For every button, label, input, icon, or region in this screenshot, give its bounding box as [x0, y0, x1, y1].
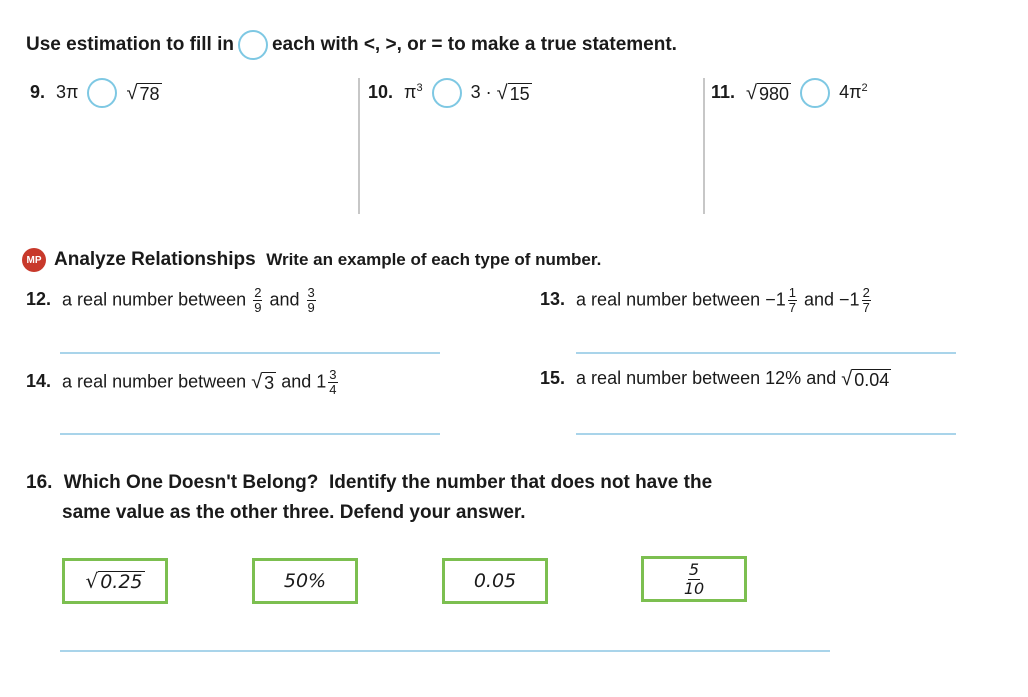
answer-line-15[interactable]	[576, 433, 956, 435]
fraction: $\frac{3}{9}$	[307, 285, 315, 315]
answer-circle-icon	[238, 30, 268, 60]
answer-line-16[interactable]	[60, 650, 830, 652]
section-title: Analyze Relationships	[54, 249, 256, 271]
section-heading	[22, 248, 601, 272]
card-50-percent[interactable]: 50%	[252, 558, 358, 604]
problem-16: 16. Which One Doesn't Belong? Identify the number that does not have the same value as the other three. Defend your answer.	[26, 472, 713, 523]
problem-number: 10.	[368, 81, 394, 102]
problem-number: 9.	[30, 81, 46, 102]
problem-11: 11. √ 980 $4\pi^2$	[711, 78, 868, 108]
problem-13: 13. a real number between −1 $\frac{1}{7}$ and −1 $\frac{2}{7}$	[540, 285, 870, 315]
column-divider	[703, 78, 705, 214]
problem-14: 14. a real number between √ 3 and 1 $\frac{3}{4}$	[26, 367, 337, 397]
answer-line-12[interactable]	[60, 352, 440, 354]
fraction: $\frac{3}{4}$	[329, 367, 337, 397]
problem-10: 10. $\pi^3$ 3 · √ 15	[368, 78, 532, 108]
radical: √ 15	[496, 81, 530, 104]
problem-lhs: 3π	[56, 81, 79, 102]
section-subtitle: Write an example of each type of number.	[266, 250, 602, 270]
instruction-after: each with <, >, or = to make a true statement.	[271, 34, 677, 56]
answer-circle-11[interactable]	[800, 78, 830, 108]
fraction: $\frac{2}{9}$	[254, 285, 262, 315]
problem-15: 15. a real number between 12% and √ 0.04	[540, 367, 890, 390]
fraction: $\frac{1}{7}$	[788, 285, 796, 315]
radical: √ 980	[746, 81, 790, 104]
column-divider	[358, 78, 360, 214]
instruction-before: Use estimation to fill in	[26, 34, 234, 56]
fraction: $\frac{2}{7}$	[862, 285, 870, 315]
mp-badge-icon: MP	[22, 248, 46, 272]
answer-circle-9[interactable]	[87, 78, 117, 108]
answer-circle-10[interactable]	[432, 78, 462, 108]
problem-12: 12. a real number between $\frac{2}{9}$ and $\frac{3}{9}$	[26, 285, 315, 315]
problem-9	[30, 78, 162, 108]
radical: √ 3	[251, 371, 275, 393]
card-sqrt-025[interactable]: √ 0.25	[62, 558, 168, 604]
problem-number: 11.	[711, 81, 736, 102]
p16-title: Which One Doesn't Belong?	[63, 472, 319, 493]
instruction-line	[26, 30, 677, 60]
card-005[interactable]: 0.05	[442, 558, 548, 604]
answer-line-13[interactable]	[576, 352, 956, 354]
radical: √ 0.04	[841, 367, 890, 390]
card-5-over-10[interactable]: $\frac{5}{10}$	[641, 556, 747, 602]
radical: √ 78	[126, 81, 160, 104]
answer-line-14[interactable]	[60, 433, 440, 435]
